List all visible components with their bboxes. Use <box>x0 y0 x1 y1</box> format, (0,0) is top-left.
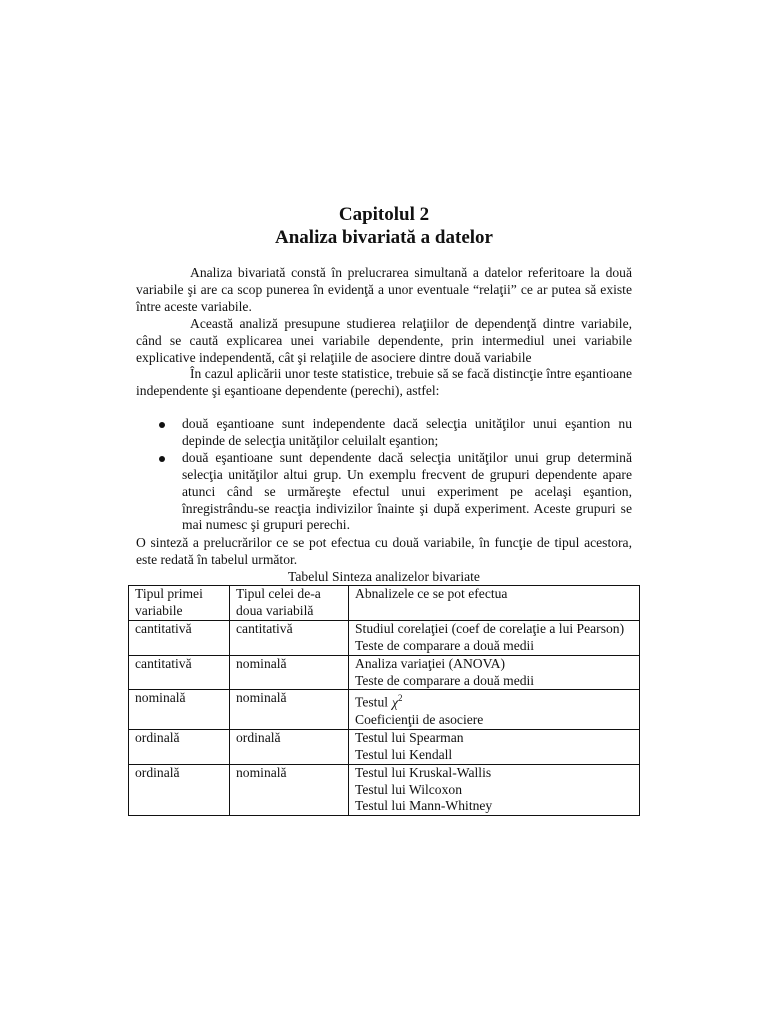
table-row <box>129 655 640 690</box>
bivariate-analysis-table <box>128 585 640 816</box>
analyses-cell <box>349 620 640 655</box>
analysis-item: Studiul corelaţiei (coef de corelaţie a lui Pearson) <box>355 620 625 636</box>
analyses-cell <box>349 690 640 729</box>
first-variable-type: nominală <box>129 690 230 729</box>
table-caption: Tabelul Sinteza analizelor bivariate <box>288 569 480 584</box>
analysis-item: Coeficienţii de asociere <box>355 711 484 727</box>
chapter-title: Analiza bivariată a datelor <box>275 227 493 248</box>
analysis-item-chi-square <box>355 690 633 711</box>
second-variable-type: ordinală <box>230 729 349 764</box>
table-header-row <box>129 586 640 621</box>
second-variable-type: nominală <box>230 764 349 816</box>
analysis-item: Teste de comparare a două medii <box>355 637 535 653</box>
analyses-cell <box>349 655 640 690</box>
first-variable-type: cantitativă <box>129 620 230 655</box>
bullet-text: două eşantioane sunt dependente dacă selecţia unităţilor unui grup determină selecţia unităţilor altui grup. Un exemplu frecvent de grupuri dependente apare atunci când se urmăreşte efectul unui experiment pe acelaşi eşantion, înregistrându-se reacţia indivizilor înainte şi după experiment. Aceste grupuri se mai numesc şi grupuri perechi. <box>182 449 632 533</box>
bullet-icon <box>159 456 165 462</box>
analysis-item: Testul lui Wilcoxon <box>355 781 462 797</box>
analysis-item: Testul <box>355 694 389 710</box>
chapter-heading <box>0 203 768 249</box>
header-analyses: Abnalizele ce se pot efectua <box>349 586 640 621</box>
header-second-variable: Tipul celei de-a doua variabilă <box>230 586 349 621</box>
paragraph-definition: Analiza bivariată constă în prelucrarea simultană a datelor referitoare la două variabile şi are ca scop punerea în evidenţă a unor eventuale “relaţii” ce ar putea să existe între aceste variabile. <box>136 265 632 314</box>
analysis-item: Testul lui Spearman <box>355 729 464 745</box>
analysis-item: Teste de comparare a două medii <box>355 672 535 688</box>
table-row <box>129 729 640 764</box>
paragraph-table-intro: O sinteză a prelucrărilor ce se pot efectua cu două variabile, în funcţie de tipul acestora, este redată în tabelul următor. <box>136 535 632 567</box>
bullet-dependent-samples <box>136 450 632 535</box>
first-variable-type: ordinală <box>129 764 230 816</box>
chapter-number: Capitolul 2 <box>338 204 430 225</box>
analysis-item: Testul lui Mann-Whitney <box>355 798 493 814</box>
samples-bullet-list <box>136 416 632 534</box>
chi-exponent: 2 <box>398 693 403 704</box>
bullet-text: două eşantioane sunt independente dacă selecţia unităţilor unui eşantion nu depinde de selecţia unităţilor celuilalt eşantion; <box>182 416 632 448</box>
bullet-icon <box>159 422 165 428</box>
analyses-cell <box>349 729 640 764</box>
paragraph-samples: În cazul aplicării unor teste statistice, trebuie să se facă distincţie între eşantioane independente şi eşantioane dependente (perechi), astfel: <box>136 366 632 399</box>
analyses-cell <box>349 764 640 816</box>
second-variable-type: nominală <box>230 655 349 690</box>
analysis-item: Testul lui Kruskal-Wallis <box>355 764 492 780</box>
chi-symbol: χ <box>392 694 399 710</box>
intro-paragraphs <box>136 265 632 400</box>
first-variable-type: ordinală <box>129 729 230 764</box>
table-row <box>129 620 640 655</box>
paragraph-dependence: Această analiză presupune studierea relaţiilor de dependenţă dintre variabile, când se caută explicarea unei variabile dependente, prin intermediul unei variabile explicative independentă, cât şi relaţiile de asociere dintre două variabile <box>136 315 632 365</box>
header-first-variable: Tipul primei variabile <box>129 586 230 621</box>
second-variable-type: cantitativă <box>230 620 349 655</box>
analysis-item: Analiza variaţiei (ANOVA) <box>355 655 505 671</box>
second-variable-type: nominală <box>230 690 349 729</box>
table-row <box>129 764 640 816</box>
analysis-item: Testul lui Kendall <box>355 746 453 762</box>
bullet-independent-samples <box>136 416 632 450</box>
closing-paragraph-block <box>136 535 632 569</box>
table-row <box>129 690 640 729</box>
first-variable-type: cantitativă <box>129 655 230 690</box>
